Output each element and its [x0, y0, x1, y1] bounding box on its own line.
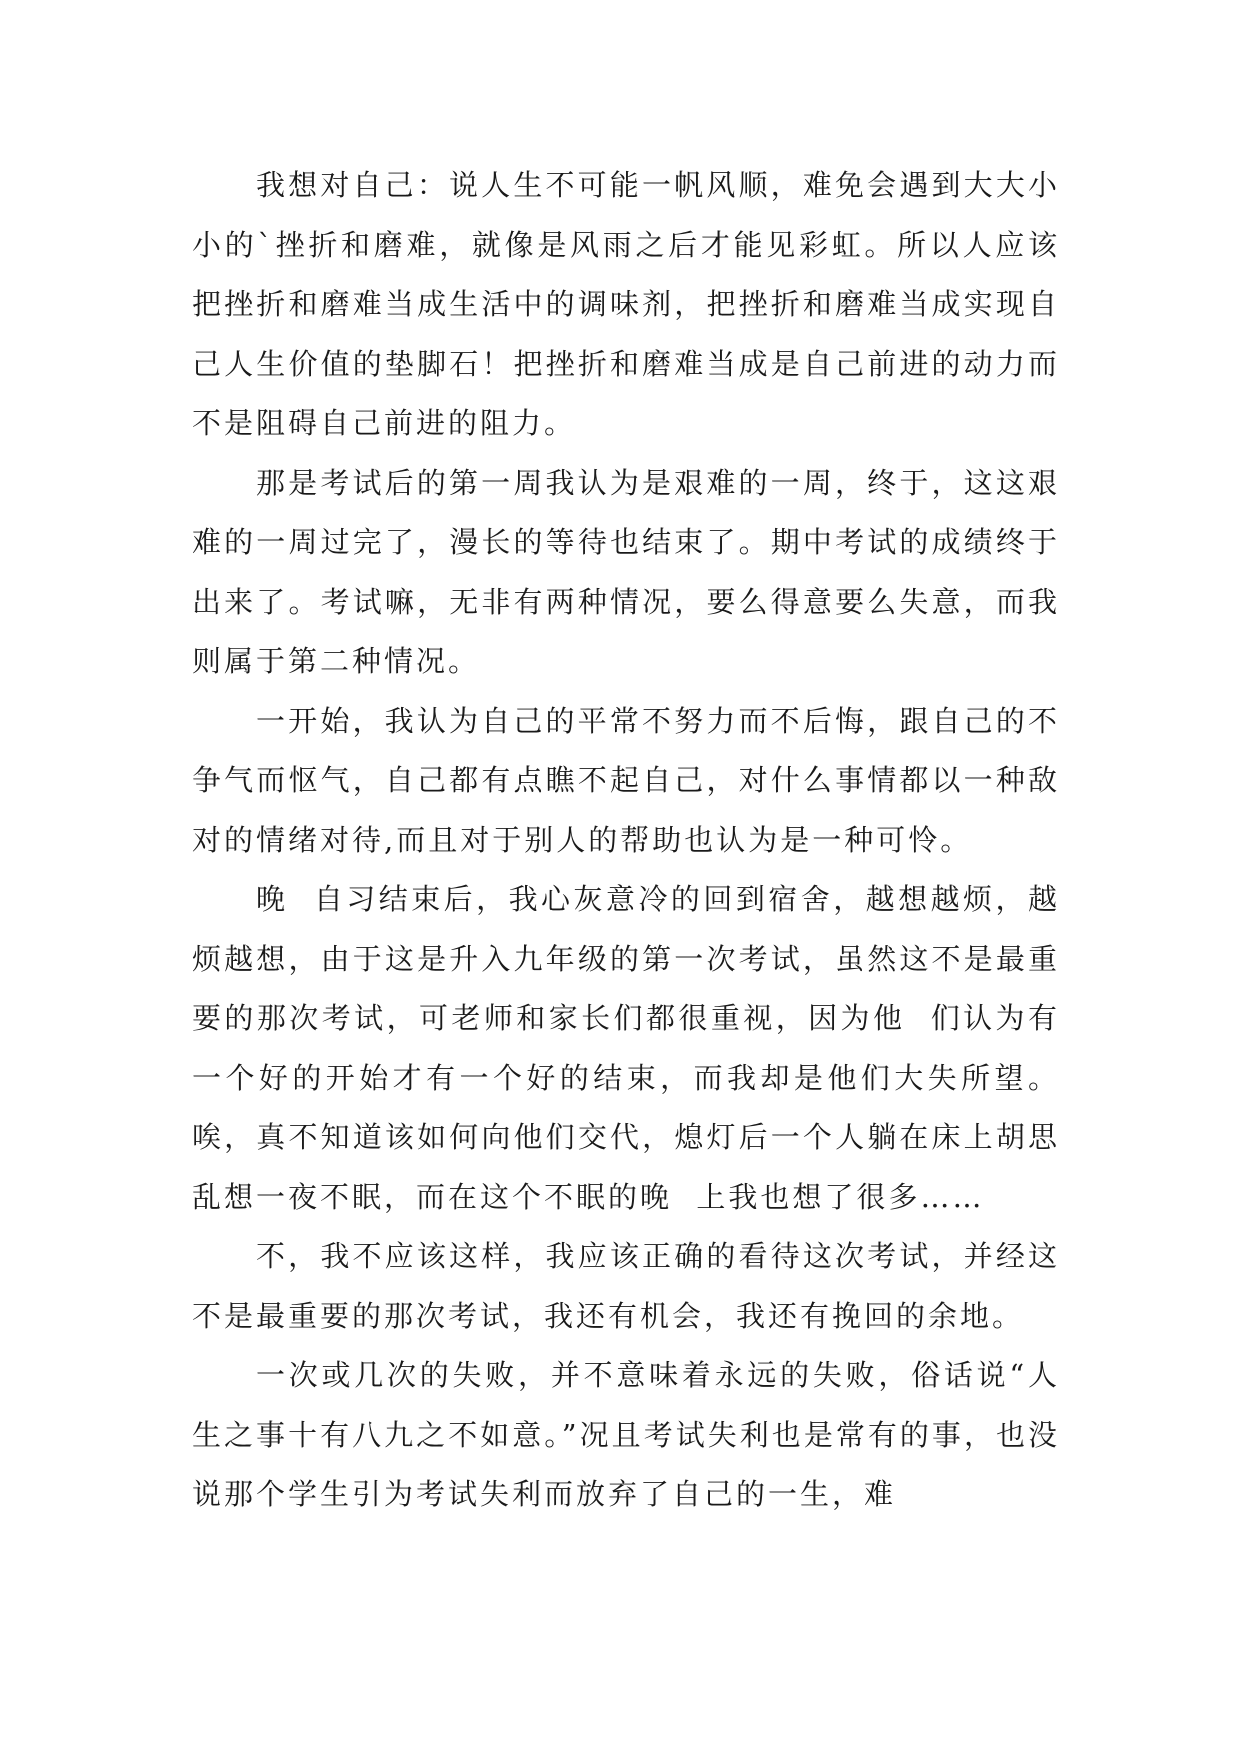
paragraph-1: 我想对自己：说人生不可能一帆风顺，难免会遇到大大小小的`挫折和磨难，就像是风雨之后才能见彩虹。所以人应该把挫折和磨难当成生活中的调味剂，把挫折和磨难当成实现自己人生价值的垫脚石！把挫折和磨难当成是自己前进的动力而不是阻碍自己前进的阻力。 — [192, 168, 1060, 440]
paragraph-6: 一次或几次的失败，并不意味着永远的失败，俗话说“人生之事十有八九之不如意。”况且考试失利也是常有的事，也没说那个学生引为考试失利而放弃了自己的一生，难 — [192, 1358, 1060, 1511]
paragraph-5: 不，我不应该这样，我应该正确的看待这次考试，并经这不是最重要的那次考试，我还有机会，我还有挽回的余地。 — [192, 1239, 1060, 1333]
paragraph-4: 晚 自习结束后，我心灰意冷的回到宿舍，越想越烦，越烦越想，由于这是升入九年级的第一次考试，虽然这不是最重要的那次考试，可老师和家长们都很重视，因为他 们认为有一个好的开始才有一个好的结束，而我却是他们大失所望。唉，真不知道该如何向他们交代，熄灯后一个人躺在床上胡思乱想一夜不眠，而在这个不眠的晚 上我也想了很多…… — [192, 882, 1060, 1214]
paragraph-3: 一开始，我认为自己的平常不努力而不后悔，跟自己的不争气而怄气，自己都有点瞧不起自己，对什么事情都以一种敌对的情绪对待,而且对于别人的帮助也认为是一种可怜。 — [192, 703, 1060, 857]
paragraph-2: 那是考试后的第一周我认为是艰难的一周，终于，这这艰难的一周过完了，漫长的等待也结束了。期中考试的成绩终于出来了。考试嘛，无非有两种情况，要么得意要么失意，而我则属于第二种情况。 — [192, 465, 1060, 678]
document-body — [192, 156, 1060, 1525]
